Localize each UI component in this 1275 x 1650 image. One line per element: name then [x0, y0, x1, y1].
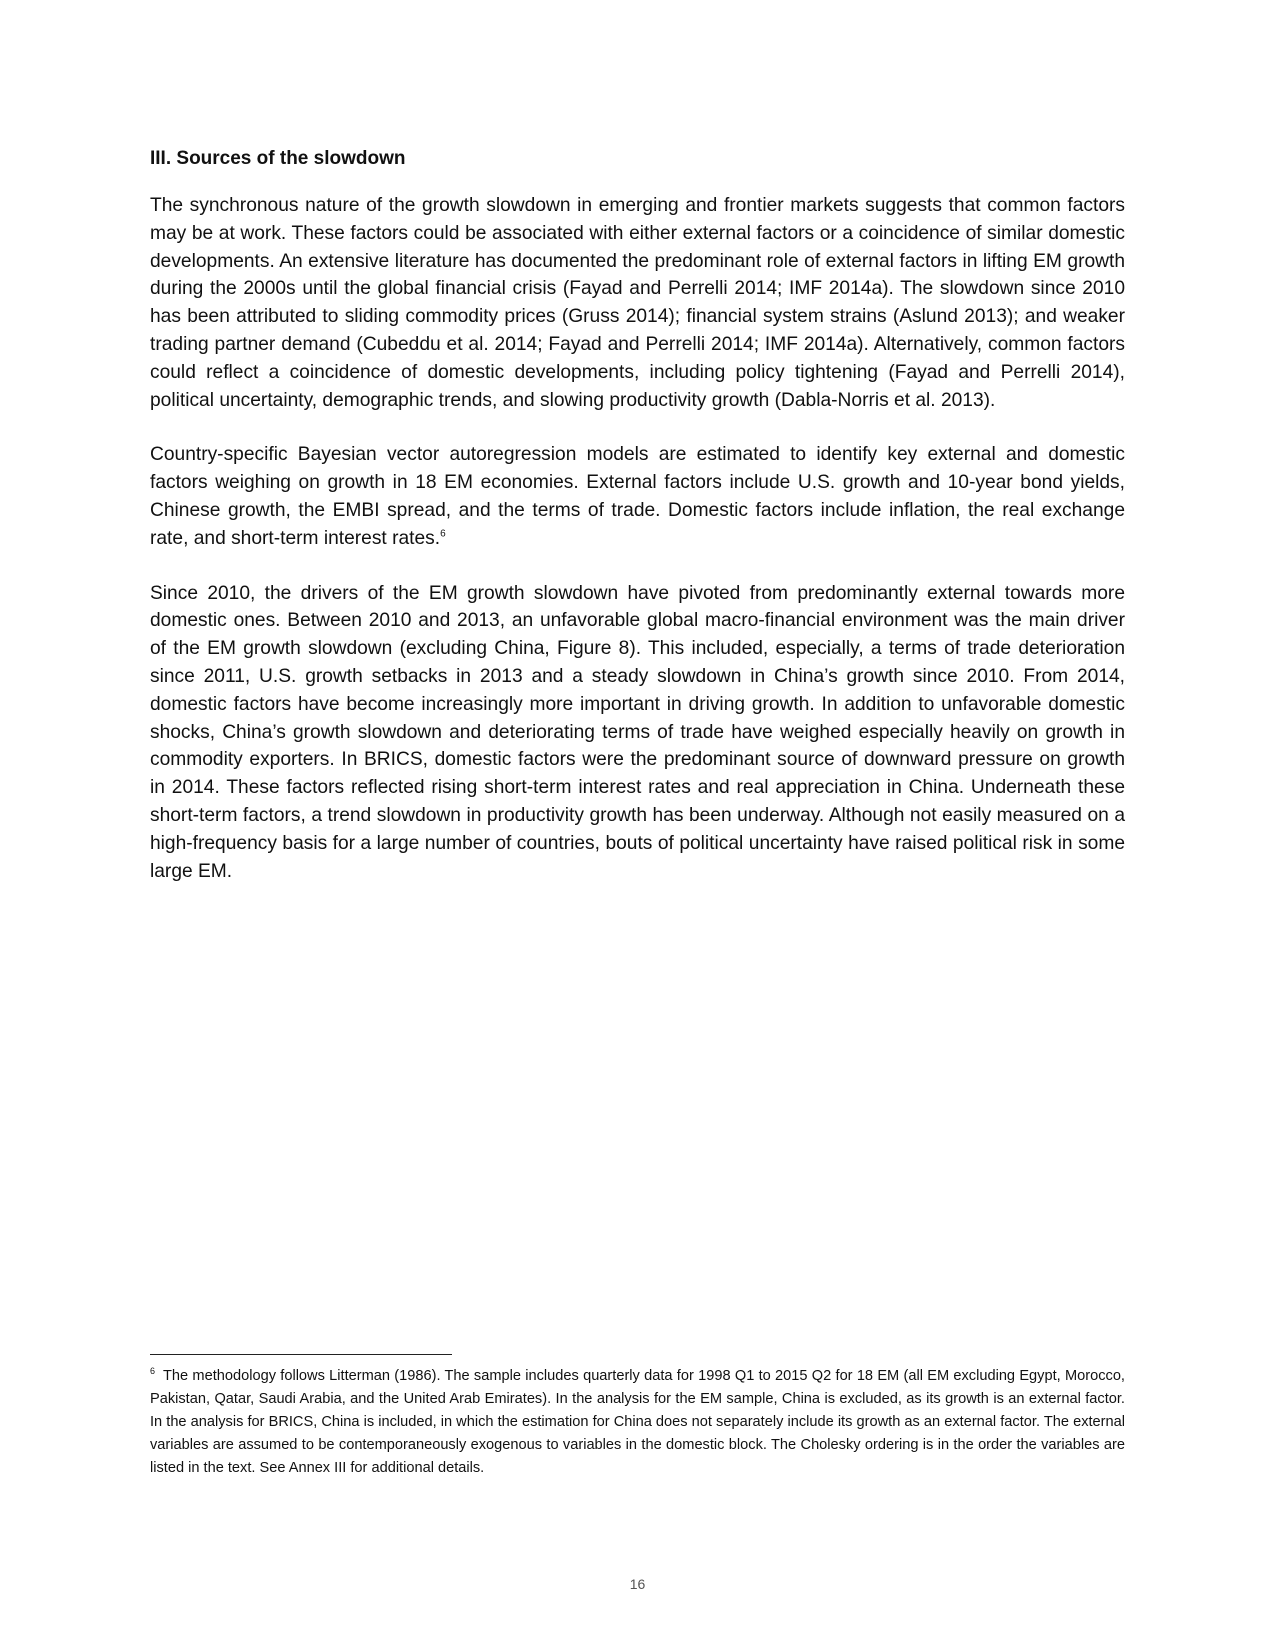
footnote-number: 6 [150, 1366, 156, 1377]
paragraph-text: Since 2010, the drivers of the EM growth slowdown have pivoted from predominantly external towards more domestic ones. Between 2010 and 2013, an unfavorable global macro-financial environment was the main driver of the EM growth slowdown (excluding China, Figure 8). This included, especially, a terms of trade deterioration since 2011, U.S. growth setbacks in 2013 and a steady slowdown in China’s growth since 2010. From 2014, domestic factors have become increasingly more important in driving growth. In addition to unfavorable domestic shocks, China’s growth slowdown and deteriorating terms of trade have weighed especially heavily on growth in commodity exporters. In BRICS, domestic factors were the predominant source of downward pressure on growth in 2014. These factors reflected rising short-term interest rates and real appreciation in China. Underneath these short-term factors, a trend slowdown in productivity growth has been underway. Although not easily measured on a high-frequency basis for a large number of countries, bouts of political uncertainty have raised political risk in some large EM. [150, 582, 1125, 882]
page-number: 16 [629, 1576, 646, 1592]
footnote [150, 1365, 1125, 1480]
paragraph-common-factors [150, 192, 1125, 414]
footnote-text: The methodology follows Litterman (1986). The sample includes quarterly data for 1998 Q1 to 2015 Q2 for 18 EM (all EM excluding Egypt, Morocco, Pakistan, Qatar, Saudi Arabia, and the United Arab Emirates). In the analysis for the EM sample, China is excluded, as its growth is an external factor. In the analysis for BRICS, China is included, in which the estimation for China does not separately include its growth as an external factor. The external variables are assumed to be contemporaneously exogenous to variables in the domestic block. The Cholesky ordering is in the order the variables are listed in the text. See Annex III for additional details. [150, 1368, 1125, 1476]
paragraph-drivers-since-2010 [150, 580, 1125, 886]
footnote-divider [150, 1354, 452, 1355]
paragraph-text: Country-specific Bayesian vector autoregression models are estimated to identify key external and domestic factors weighing on growth in 18 EM economies. External factors include U.S. growth and 10-year bond yields, Chinese growth, the EMBI spread, and the terms of trade. Domestic factors include inflation, the real exchange rate, and short-term interest rates. [150, 444, 1125, 549]
paragraph-text: The synchronous nature of the growth slowdown in emerging and frontier markets suggests that common factors may be at work. These factors could be associated with either external factors or a coincidence of similar domestic developments. An extensive literature has documented the predominant role of external factors in lifting EM growth during the 2000s until the global financial crisis (Fayad and Perrelli 2014; IMF 2014a). The slowdown since 2010 has been attributed to sliding commodity prices (Gruss 2014); financial system strains (Aslund 2013); and weaker trading partner demand (Cubeddu et al. 2014; Fayad and Perrelli 2014; IMF 2014a). Alternatively, common factors could reflect a coincidence of domestic developments, including policy tightening (Fayad and Perrelli 2014), political uncertainty, demographic trends, and slowing productivity growth (Dabla-Norris et al. 2013). [150, 195, 1125, 411]
paragraph-bvar-models [150, 441, 1125, 552]
page-body [150, 147, 1125, 912]
footnote-reference[interactable]: 6 [440, 528, 446, 540]
section-heading: III. Sources of the slowdown [150, 148, 406, 169]
